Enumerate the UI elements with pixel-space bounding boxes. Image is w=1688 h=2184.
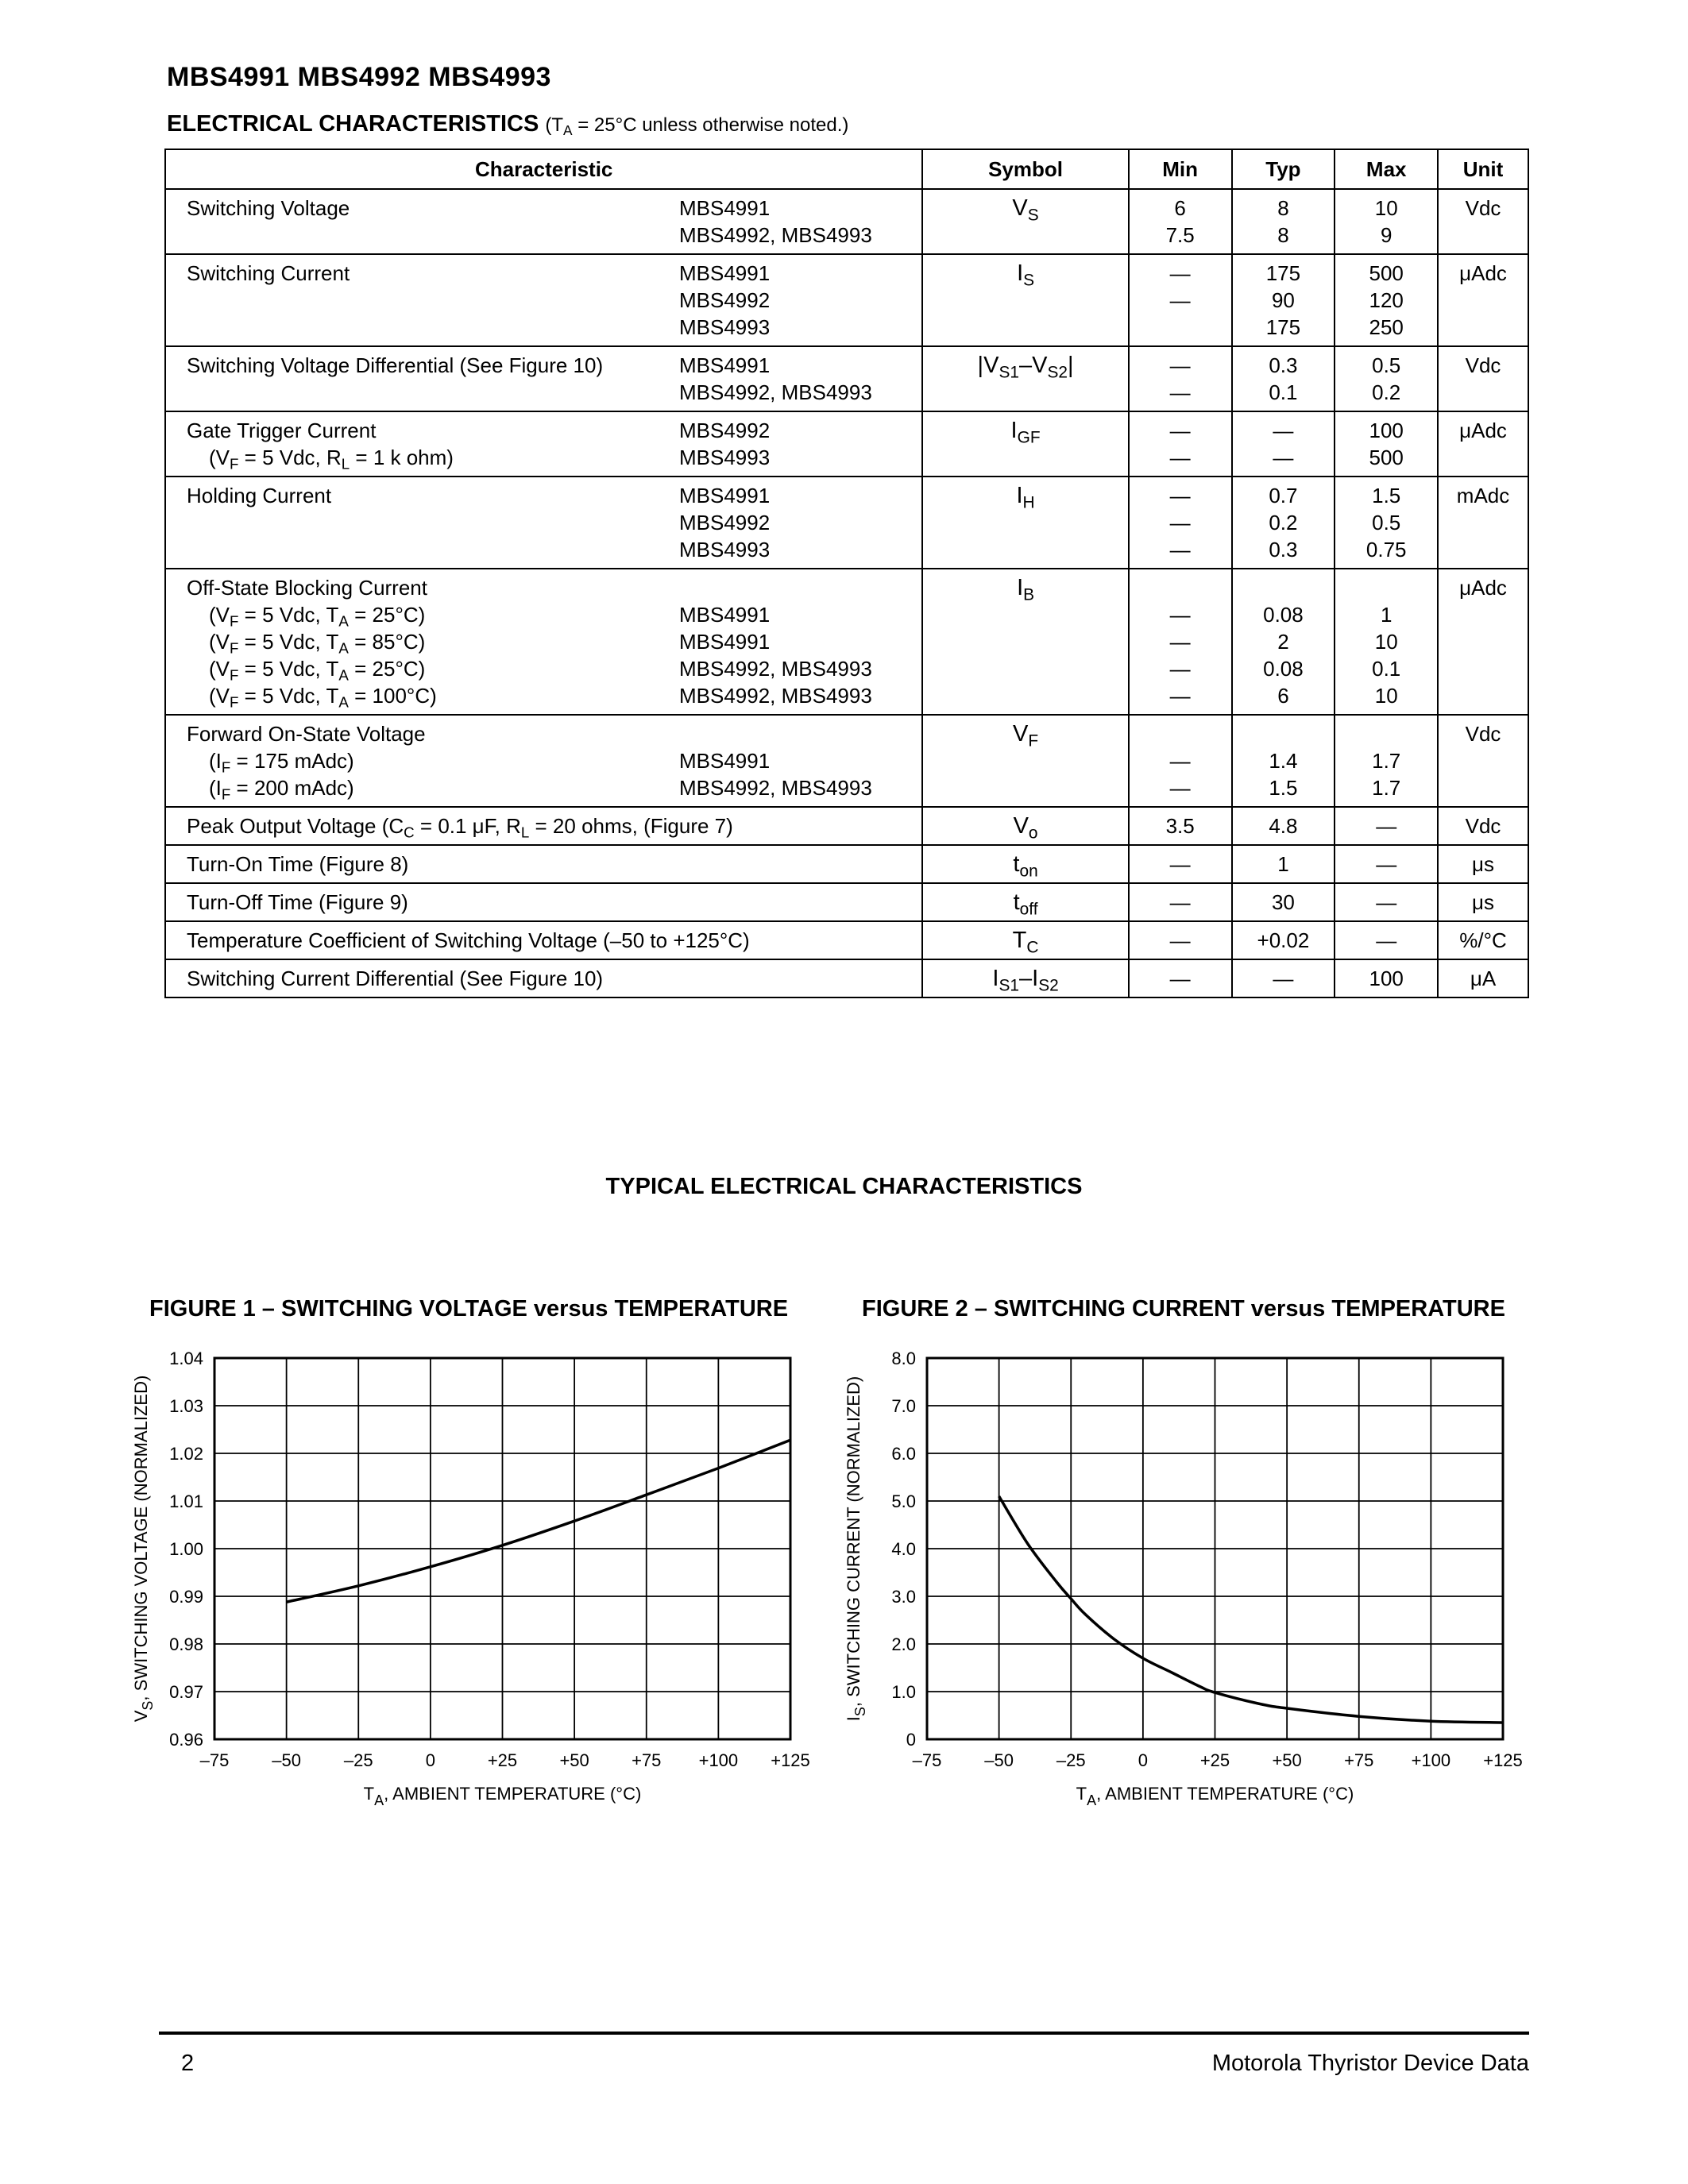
footer-title: Motorola Thyristor Device Data [1211,2051,1529,2076]
max-cell: — [1335,807,1438,845]
x-tick-label: –25 [343,1750,373,1770]
device: MBS4991 [679,603,771,627]
y-tick-label: 6.0 [891,1444,916,1464]
unit-cell: Vdc [1438,189,1528,254]
x-tick-label: +25 [1199,1750,1230,1770]
y-tick-label: 0.97 [169,1682,203,1702]
min-cell: — — [1129,715,1232,807]
y-tick-label: 1.04 [169,1349,203,1368]
device: MBS4993 [679,446,771,469]
typ-cell: 175 90 175 [1232,254,1335,346]
table-row [165,845,1528,883]
row-condition: ($I_F = 175$ mAdc) [209,749,354,776]
device: MBS4992 [679,511,771,534]
typ-cell: 0.3 0.1 [1232,346,1335,411]
max-cell: — [1335,883,1438,921]
row-name: Turn-On Time (Figure 8) [187,852,409,876]
row-condition: ($V_F = 5$ Vdc, $T_A = 85^\circ C$) [209,630,426,657]
x-tick-label: +125 [1483,1750,1523,1770]
x-tick-label: –75 [912,1750,942,1770]
col-characteristic: Characteristic [165,149,922,189]
y-tick-label: 1.00 [169,1539,203,1559]
x-tick-label: +50 [559,1750,589,1770]
figure-1-title: FIGURE 1 – SWITCHING VOLTAGE versus TEMPERATURE [149,1296,789,1322]
device: MBS4993 [679,538,771,561]
series-line [999,1496,1503,1723]
device: MBS4992, MBS4993 [679,776,872,800]
y-tick-label: 0.98 [169,1634,203,1654]
y-tick-label: 0.99 [169,1587,203,1607]
max-cell: 500 120 250 [1335,254,1438,346]
row-name: Switching Voltage [187,196,350,220]
y-tick-label: 0.96 [169,1730,203,1750]
electrical-characteristics-heading [167,111,848,137]
x-axis-label: $T_A$, AMBIENT TEMPERATURE (°C) [1076,1784,1354,1808]
electrical-characteristics-table [164,149,1529,998]
row-name: Switching Voltage Differential (See Figure 10) [187,353,604,377]
row-name: Gate Trigger Current [187,419,377,442]
unit-cell: Vdc [1438,346,1528,411]
table-row [165,189,1528,254]
typ-cell: — — [1232,411,1335,477]
typ-cell: 1 [1232,845,1335,883]
row-name: Switching Current [187,261,350,285]
row-name: Off-State Blocking Current [187,576,427,600]
min-cell: — — [1129,411,1232,477]
min-cell: — — — [1129,477,1232,569]
x-tick-label: –50 [272,1750,301,1770]
x-tick-label: +125 [771,1750,810,1770]
figure-2-title: FIGURE 2 – SWITCHING CURRENT versus TEMPERATURE [862,1296,1505,1322]
series-line [287,1440,790,1602]
typ-cell: +0.02 [1232,921,1335,959]
typ-cell: 4.8 [1232,807,1335,845]
typ-cell: — [1232,959,1335,997]
x-axis-label: $T_A$, AMBIENT TEMPERATURE (°C) [363,1784,642,1808]
device: MBS4992, MBS4993 [679,223,872,247]
x-tick-label: 0 [425,1750,435,1770]
row-condition: ($V_F = 5$ Vdc, $T_A = 100^\circ C$) [209,684,437,711]
typ-cell: 0.08 2 0.08 6 [1232,569,1335,715]
x-tick-label: +25 [487,1750,518,1770]
x-tick-label: –75 [199,1750,230,1770]
min-cell: 3.5 [1129,807,1232,845]
min-cell: — [1129,845,1232,883]
symbol: $V_S$ [922,189,1128,254]
unit-cell: Vdc [1438,807,1528,845]
col-min: Min [1129,149,1232,189]
table-row [165,807,1528,845]
x-tick-label: +50 [1272,1750,1302,1770]
y-axis-label: $I_S$, SWITCHING CURRENT (NORMALIZED) [844,1376,868,1722]
min-cell: — [1129,959,1232,997]
device: MBS4991 [679,484,771,507]
device: MBS4991 [679,630,771,654]
row-condition: ($V_F = 5$ Vdc, $R_L = 1$ k ohm) [209,446,454,473]
table-row [165,569,1528,715]
device: MBS4991 [679,749,771,773]
min-cell: 6 7.5 [1129,189,1232,254]
max-cell: 10 9 [1335,189,1438,254]
row-condition: ($I_F = 200$ mAdc) [209,776,354,803]
min-cell: — — [1129,346,1232,411]
y-tick-label: 1.01 [169,1491,203,1511]
row-condition: ($V_F = 5$ Vdc, $T_A = 25^\circ C$) [209,657,426,684]
device: MBS4993 [679,315,771,339]
min-cell: — [1129,883,1232,921]
row-name: Peak Output Voltage ($C_C = 0.1$ μF, $R_L = 20$ ohms, (Figure 7) [187,814,733,841]
max-cell: 0.5 0.2 [1335,346,1438,411]
max-cell: 100 500 [1335,411,1438,477]
device: MBS4991 [679,196,771,220]
x-tick-label: +75 [1344,1750,1374,1770]
figure-2-chart [836,1342,1535,1819]
row-name: Temperature Coefficient of Switching Voltage (–50 to +125°C) [187,928,750,952]
unit-cell: Vdc [1438,715,1528,807]
min-cell: — — [1129,254,1232,346]
max-cell: 1 10 0.1 10 [1335,569,1438,715]
table-row [165,254,1528,346]
unit-cell: μs [1438,845,1528,883]
unit-cell: μAdc [1438,254,1528,346]
y-tick-label: 5.0 [891,1491,916,1511]
ec-condition: ($T_A = 25^\circ C$ unless otherwise noted.) [545,114,849,139]
unit-cell: μA [1438,959,1528,997]
symbol: $I_{GF}$ [922,411,1128,477]
min-cell: — [1129,921,1232,959]
typical-characteristics-heading: TYPICAL ELECTRICAL CHARACTERISTICS [605,1174,1083,1199]
x-tick-label: +75 [632,1750,662,1770]
y-tick-label: 1.02 [169,1444,203,1464]
symbol: $I_{S1}-I_{S2}$ [922,959,1128,997]
x-tick-label: –50 [984,1750,1014,1770]
y-tick-label: 4.0 [891,1539,916,1559]
symbol: $t_{on}$ [922,845,1128,883]
device: MBS4991 [679,261,771,285]
y-tick-label: 7.0 [891,1396,916,1416]
symbol: $I_S$ [922,254,1128,346]
x-tick-label: +100 [1411,1750,1451,1770]
typ-cell: 30 [1232,883,1335,921]
max-cell: — [1335,921,1438,959]
x-tick-label: –25 [1056,1750,1086,1770]
col-unit: Unit [1438,149,1528,189]
table-header-row [165,149,1528,189]
row-name: Holding Current [187,484,332,507]
device: MBS4991 [679,353,771,377]
row-condition: ($V_F = 5$ Vdc, $T_A = 25^\circ C$) [209,603,426,630]
table-row [165,715,1528,807]
symbol: $|V_{S1}-V_{S2}|$ [922,346,1128,411]
y-axis-label: $V_S$, SWITCHING VOLTAGE (NORMALIZED) [131,1375,156,1723]
symbol: $V_o$ [922,807,1128,845]
device: MBS4992, MBS4993 [679,657,872,681]
page-number: 2 [181,2051,195,2076]
device: MBS4992 [679,288,771,312]
y-tick-label: 2.0 [891,1634,916,1654]
symbol: $I_B$ [922,569,1128,715]
max-cell: 1.7 1.7 [1335,715,1438,807]
table-row [165,346,1528,411]
device: MBS4992 [679,419,771,442]
table-row [165,921,1528,959]
y-tick-label: 1.0 [891,1682,916,1702]
figure-1-chart [123,1342,822,1819]
part-number-header: MBS4991 MBS4992 MBS4993 [167,62,551,92]
table-row [165,959,1528,997]
col-symbol: Symbol [922,149,1128,189]
symbol: $I_H$ [922,477,1128,569]
x-tick-label: 0 [1138,1750,1148,1770]
unit-cell: μs [1438,883,1528,921]
y-tick-label: 0 [906,1730,916,1750]
y-tick-label: 1.03 [169,1396,203,1416]
row-name: Switching Current Differential (See Figure 10) [187,967,604,990]
unit-cell: μAdc [1438,569,1528,715]
max-cell: 1.5 0.5 0.75 [1335,477,1438,569]
symbol: $t_{off}$ [922,883,1128,921]
min-cell: — — — — [1129,569,1232,715]
symbol: $T_C$ [922,921,1128,959]
table-row [165,411,1528,477]
typ-cell: 1.4 1.5 [1232,715,1335,807]
col-typ: Typ [1232,149,1335,189]
typ-cell: 8 8 [1232,189,1335,254]
y-tick-label: 3.0 [891,1587,916,1607]
unit-cell: %/°C [1438,921,1528,959]
y-tick-label: 8.0 [891,1349,916,1368]
device: MBS4992, MBS4993 [679,380,872,404]
footer-rule [159,2032,1529,2035]
device: MBS4992, MBS4993 [679,684,872,708]
max-cell: — [1335,845,1438,883]
unit-cell: μAdc [1438,411,1528,477]
unit-cell: mAdc [1438,477,1528,569]
ec-heading-text: ELECTRICAL CHARACTERISTICS [167,111,539,137]
col-max: Max [1335,149,1438,189]
symbol: $V_F$ [922,715,1128,807]
row-name: Forward On-State Voltage [187,722,426,746]
max-cell: 100 [1335,959,1438,997]
table-row [165,883,1528,921]
typ-cell: 0.7 0.2 0.3 [1232,477,1335,569]
row-name: Turn-Off Time (Figure 9) [187,890,408,914]
x-tick-label: +100 [698,1750,739,1770]
table-row [165,477,1528,569]
